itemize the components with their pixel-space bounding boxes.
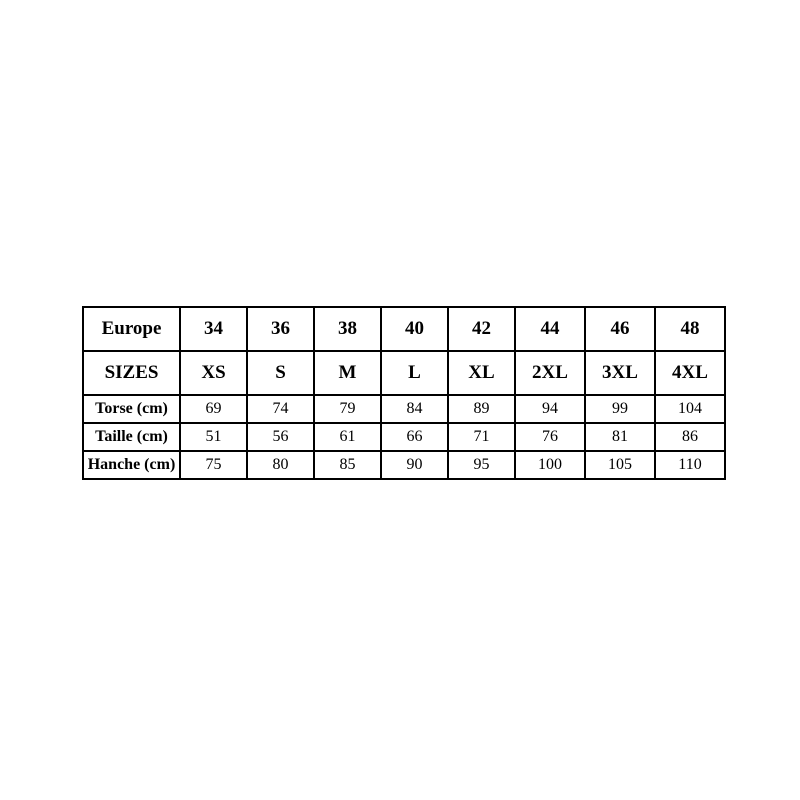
cell-hanche-4: 95: [448, 451, 515, 479]
cell-taille-5: 76: [515, 423, 585, 451]
cell-hanche-6: 105: [585, 451, 655, 479]
cell-torse-3: 84: [381, 395, 448, 423]
cell-hanche-7: 110: [655, 451, 725, 479]
row-header-sizes: SIZES: [83, 351, 180, 395]
size-chart-container: [82, 306, 718, 480]
cell-torse-0: 69: [180, 395, 247, 423]
cell-torse-6: 99: [585, 395, 655, 423]
cell-sizes-2: M: [314, 351, 381, 395]
row-header-europe: Europe: [83, 307, 180, 351]
cell-sizes-0: XS: [180, 351, 247, 395]
cell-torse-2: 79: [314, 395, 381, 423]
cell-torse-4: 89: [448, 395, 515, 423]
cell-taille-2: 61: [314, 423, 381, 451]
cell-sizes-4: XL: [448, 351, 515, 395]
cell-hanche-2: 85: [314, 451, 381, 479]
cell-europe-0: 34: [180, 307, 247, 351]
cell-taille-7: 86: [655, 423, 725, 451]
size-chart-table: [82, 306, 726, 480]
cell-hanche-3: 90: [381, 451, 448, 479]
cell-hanche-5: 100: [515, 451, 585, 479]
cell-taille-4: 71: [448, 423, 515, 451]
cell-torse-1: 74: [247, 395, 314, 423]
cell-europe-3: 40: [381, 307, 448, 351]
cell-taille-1: 56: [247, 423, 314, 451]
cell-sizes-3: L: [381, 351, 448, 395]
cell-europe-5: 44: [515, 307, 585, 351]
row-header-taille: Taille (cm): [83, 423, 180, 451]
table-row-europe: [83, 307, 725, 351]
table-row-hanche: [83, 451, 725, 479]
table-row-taille: [83, 423, 725, 451]
cell-hanche-0: 75: [180, 451, 247, 479]
cell-sizes-5: 2XL: [515, 351, 585, 395]
cell-europe-4: 42: [448, 307, 515, 351]
cell-sizes-7: 4XL: [655, 351, 725, 395]
table-row-torse: [83, 395, 725, 423]
cell-europe-6: 46: [585, 307, 655, 351]
row-header-hanche: Hanche (cm): [83, 451, 180, 479]
cell-torse-5: 94: [515, 395, 585, 423]
cell-hanche-1: 80: [247, 451, 314, 479]
cell-taille-3: 66: [381, 423, 448, 451]
cell-taille-0: 51: [180, 423, 247, 451]
cell-sizes-1: S: [247, 351, 314, 395]
table-row-sizes: [83, 351, 725, 395]
cell-europe-7: 48: [655, 307, 725, 351]
cell-europe-2: 38: [314, 307, 381, 351]
cell-taille-6: 81: [585, 423, 655, 451]
row-header-torse: Torse (cm): [83, 395, 180, 423]
cell-europe-1: 36: [247, 307, 314, 351]
cell-sizes-6: 3XL: [585, 351, 655, 395]
cell-torse-7: 104: [655, 395, 725, 423]
